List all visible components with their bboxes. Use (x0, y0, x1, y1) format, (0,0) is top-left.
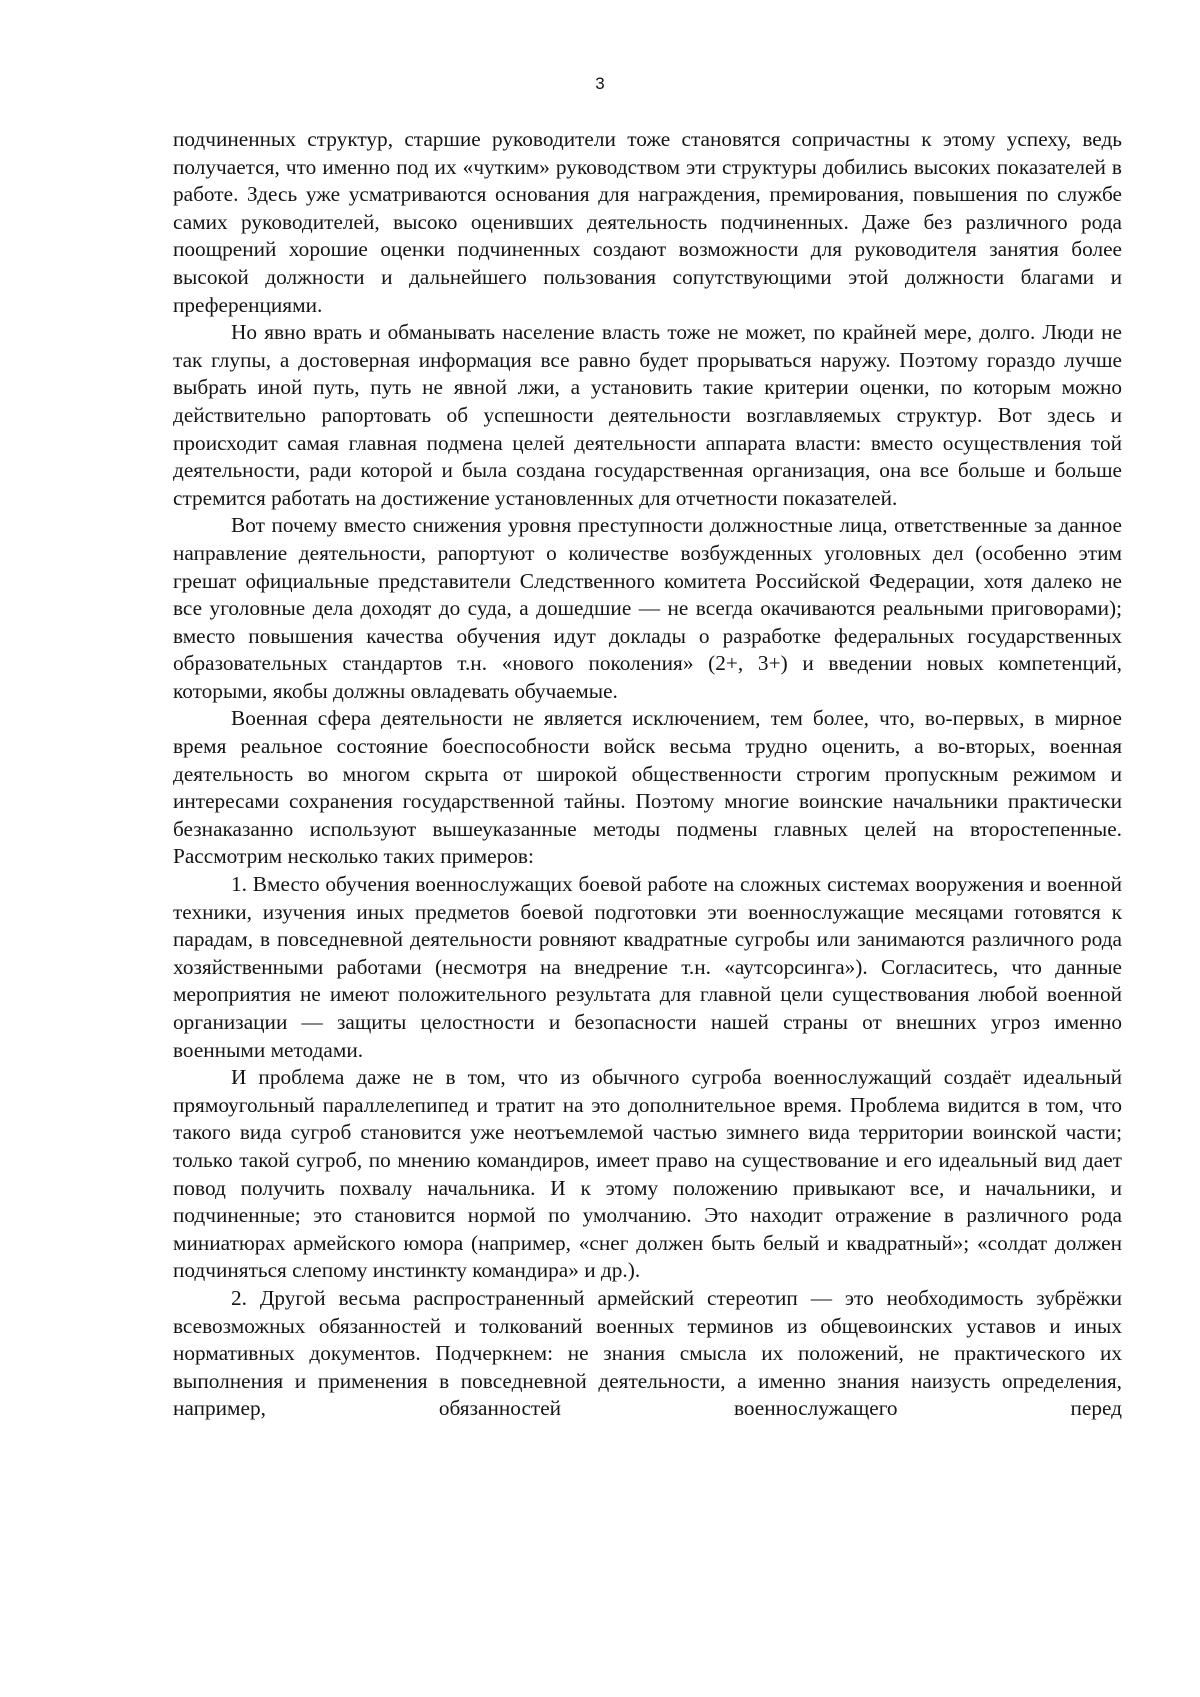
paragraph-continuation: подчиненных структур, старшие руководители тоже становятся сопричастны к этому успеху, ведь получается, что именно под их «чутким» руководством эти структуры добились высоких показателей в работе. Здесь уже усматриваются основания для награждения, премирования, повышения по службе самих руководителей, высоко оценивших деятельность подчиненных. Даже без различного рода поощрений хорошие оценки подчиненных создают возможности для руководителя занятия более высокой должности и дальнейшего пользования сопутствующими этой должности благами и преференциями. (173, 127, 1122, 317)
list-item-paragraph: 2. Другой весьма распространенный армейский стереотип — это необходимость зубрёжки всевозможных обязанностей и толкований военных терминов из общевоинских уставов и иных нормативных документов. Подчеркнем: не знания смысла их положений, не практического их выполнения и применения в повседневной деятельности, а именно знания наизусть определения, например, обязанностей военнослужащего перед (173, 1285, 1122, 1421)
body-text (173, 126, 1122, 1423)
paragraph: Военная сфера деятельности не является исключением, тем более, что, во-первых, в мирное время реальное состояние боеспособности войск весьма трудно оценить, а во-вторых, военная деятельность во многом скрыта от широкой общественности строгим пропускным режимом и интересами сохранения государственной тайны. Поэтому многие воинские начальники практически безнаказанно используют вышеуказанные методы подмены главных целей на второстепенные. Рассмотрим несколько таких примеров: (173, 706, 1122, 869)
list-item-paragraph: 1. Вместо обучения военнослужащих боевой работе на сложных системах вооружения и военной техники, изучения иных предметов боевой подготовки эти военнослужащие месяцами готовятся к парадам, в повседневной деятельности ровняют квадратные сугробы или занимаются различного рода хозяйственными работами (несмотря на внедрение т.н. «аутсорсинга»). Согласитесь, что данные мероприятия не имеют положительного результата для главной цели существования любой военной организации — защиты целостности и безопасности нашей страны от внешних угроз именно военными методами. (173, 872, 1122, 1062)
paragraph: И проблема даже не в том, что из обычного сугроба военнослужащий создаёт идеальный прямоугольный параллелепипед и тратит на это дополнительное время. Проблема видится в том, что такого вида сугроб становится уже неотъемлемой частью зимнего вида территории воинской части; только такой сугроб, по мнению командиров, имеет право на существование и его идеальный вид дает повод получить похвалу начальника. И к этому положению привыкают все, и начальники, и подчиненные; это становится нормой по умолчанию. Это находит отражение в различного рода миниатюрах армейского юмора (например, «снег должен быть белый и квадратный»; «солдат должен подчиняться слепому инстинкту командира» и др.). (173, 1065, 1122, 1283)
paragraph: Вот почему вместо снижения уровня преступности должностные лица, ответственные за данное направление деятельности, рапортуют о количестве возбужденных уголовных дел (особенно этим грешат официальные представители Следственного комитета Российской Федерации, хотя далеко не все уголовные дела доходят до суда, а дошедшие — не всегда окачиваются реальными приговорами); вместо повышения качества обучения идут доклады о разработке федеральных государственных образовательных стандартов т.н. «нового поколения» (2+, 3+) и введении новых компетенций, которыми, якобы должны овладевать обучаемые. (173, 513, 1122, 703)
paragraph: Но явно врать и обманывать население власть тоже не может, по крайней мере, долго. Люди не так глупы, а достоверная информация все равно будет прорываться наружу. Поэтому гораздо лучше выбрать иной путь, путь не явной лжи, а установить такие критерии оценки, по которым можно действительно рапортовать об успешности деятельности возглавляемых структур. Вот здесь и происходит самая главная подмена целей деятельности аппарата власти: вместо осуществления той деятельности, ради которой и была создана государственная организация, она все больше и больше стремится работать на достижение установленных для отчетности показателей. (173, 320, 1122, 510)
page-number: 3 (595, 74, 605, 93)
